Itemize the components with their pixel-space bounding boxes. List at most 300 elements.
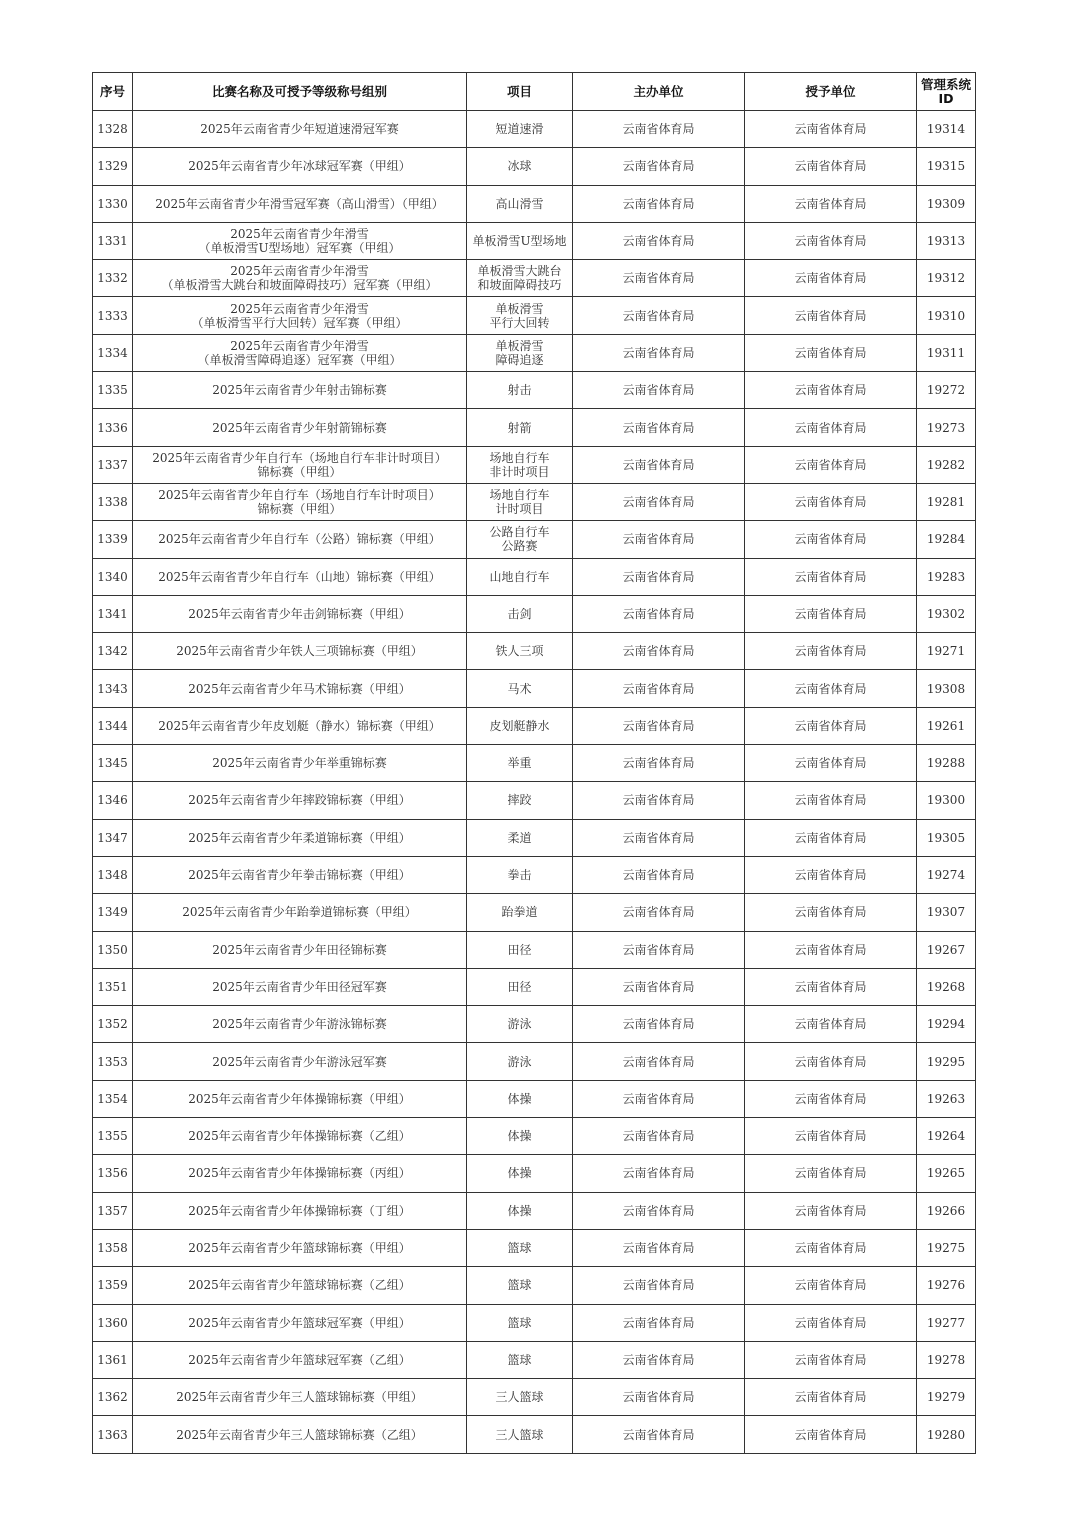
cell-host-unit: 云南省体育局 <box>573 670 745 707</box>
table-row <box>93 1379 976 1416</box>
cell-serial: 1361 <box>93 1341 133 1378</box>
cell-competition-name <box>133 856 467 893</box>
cell-competition-name <box>133 782 467 819</box>
cell-competition-name-line: 2025年云南省青少年体操锦标赛（丙组） <box>188 1166 411 1181</box>
cell-host-unit: 云南省体育局 <box>573 1192 745 1229</box>
cell-event-line: 短道速滑 <box>495 122 544 137</box>
cell-competition-name <box>133 483 467 520</box>
cell-event <box>467 1379 573 1416</box>
cell-competition-name-line: 2025年云南省青少年篮球锦标赛（乙组） <box>188 1278 411 1293</box>
cell-competition-name-line: 2025年云南省青少年体操锦标赛（甲组） <box>188 1091 411 1106</box>
cell-competition-name-line: 2025年云南省青少年跆拳道锦标赛（甲组） <box>182 905 417 920</box>
cell-system-id: 19313 <box>917 222 976 259</box>
cell-event-line: 单板滑雪 <box>495 301 544 316</box>
cell-grantor-unit: 云南省体育局 <box>745 334 917 371</box>
cell-competition-name <box>133 521 467 558</box>
cell-system-id: 19264 <box>917 1118 976 1155</box>
cell-serial: 1341 <box>93 595 133 632</box>
cell-competition-name <box>133 260 467 297</box>
cell-event <box>467 446 573 483</box>
cell-serial: 1357 <box>93 1192 133 1229</box>
cell-serial: 1338 <box>93 483 133 520</box>
cell-event-line: 射箭 <box>507 420 532 435</box>
cell-system-id: 19273 <box>917 409 976 446</box>
cell-serial: 1362 <box>93 1379 133 1416</box>
cell-competition-name <box>133 1416 467 1453</box>
cell-competition-name <box>133 595 467 632</box>
cell-event <box>467 222 573 259</box>
cell-system-id: 19279 <box>917 1379 976 1416</box>
cell-serial: 1330 <box>93 185 133 222</box>
cell-host-unit: 云南省体育局 <box>573 707 745 744</box>
cell-grantor-unit: 云南省体育局 <box>745 1155 917 1192</box>
cell-event <box>467 782 573 819</box>
cell-event <box>467 1341 573 1378</box>
cell-host-unit: 云南省体育局 <box>573 297 745 334</box>
cell-system-id: 19311 <box>917 334 976 371</box>
cell-grantor-unit: 云南省体育局 <box>745 297 917 334</box>
table-row <box>93 856 976 893</box>
cell-event-line: 三人篮球 <box>495 1390 544 1405</box>
cell-event-line: 障碍追逐 <box>495 352 544 367</box>
cell-competition-name-line: 2025年云南省青少年皮划艇（静水）锦标赛（甲组） <box>158 718 441 733</box>
cell-system-id: 19275 <box>917 1229 976 1266</box>
cell-event <box>467 1118 573 1155</box>
cell-event-line: 皮划艇静水 <box>489 718 550 733</box>
cell-serial: 1363 <box>93 1416 133 1453</box>
cell-event <box>467 148 573 185</box>
cell-event-line: 高山滑雪 <box>495 196 544 211</box>
cell-competition-name <box>133 1043 467 1080</box>
cell-host-unit: 云南省体育局 <box>573 446 745 483</box>
cell-event-line: 游泳 <box>507 1054 532 1069</box>
cell-competition-name <box>133 633 467 670</box>
cell-competition-name <box>133 931 467 968</box>
cell-system-id: 19263 <box>917 1080 976 1117</box>
cell-grantor-unit: 云南省体育局 <box>745 148 917 185</box>
cell-event-line: 计时项目 <box>495 502 544 517</box>
cell-event <box>467 483 573 520</box>
cell-competition-name-line: 2025年云南省青少年短道速滑冠军赛 <box>200 122 399 137</box>
cell-competition-name-line: （单板滑雪障碍追逐）冠军赛（甲组） <box>197 352 402 367</box>
cell-competition-name <box>133 446 467 483</box>
cell-competition-name-line: 2025年云南省青少年篮球冠军赛（乙组） <box>188 1352 411 1367</box>
cell-host-unit: 云南省体育局 <box>573 1304 745 1341</box>
cell-competition-name-line: 锦标赛（甲组） <box>257 502 342 517</box>
cell-competition-name-line: 2025年云南省青少年射箭锦标赛 <box>212 420 387 435</box>
cell-event-line: 和坡面障碍技巧 <box>477 278 562 293</box>
table-row <box>93 670 976 707</box>
cell-system-id: 19278 <box>917 1341 976 1378</box>
cell-competition-name <box>133 334 467 371</box>
header-serial: 序号 <box>93 73 133 111</box>
cell-competition-name-line: 2025年云南省青少年体操锦标赛（丁组） <box>188 1203 411 1218</box>
cell-event-line: 三人篮球 <box>495 1427 544 1442</box>
cell-serial: 1339 <box>93 521 133 558</box>
cell-grantor-unit: 云南省体育局 <box>745 1416 917 1453</box>
cell-event <box>467 260 573 297</box>
cell-host-unit: 云南省体育局 <box>573 222 745 259</box>
cell-system-id: 19300 <box>917 782 976 819</box>
cell-competition-name-line: 2025年云南省青少年滑雪 <box>230 338 369 353</box>
table-row <box>93 1192 976 1229</box>
cell-system-id: 19314 <box>917 111 976 148</box>
cell-event-line: 单板滑雪 <box>495 338 544 353</box>
cell-event-line: 单板滑雪U型场地 <box>472 234 567 249</box>
cell-competition-name-line: 2025年云南省青少年三人篮球锦标赛（乙组） <box>176 1427 423 1442</box>
cell-host-unit: 云南省体育局 <box>573 409 745 446</box>
cell-system-id: 19310 <box>917 297 976 334</box>
cell-event <box>467 670 573 707</box>
cell-system-id: 19294 <box>917 1006 976 1043</box>
cell-event-line: 柔道 <box>507 830 532 845</box>
header-system-id-line2: ID <box>938 90 954 106</box>
cell-system-id: 19277 <box>917 1304 976 1341</box>
table-row <box>93 334 976 371</box>
cell-event <box>467 931 573 968</box>
cell-event-line: 体操 <box>507 1091 532 1106</box>
cell-grantor-unit: 云南省体育局 <box>745 260 917 297</box>
cell-competition-name <box>133 1304 467 1341</box>
cell-serial: 1336 <box>93 409 133 446</box>
cell-competition-name <box>133 1341 467 1378</box>
table-row <box>93 111 976 148</box>
cell-competition-name-line: （单板滑雪U型场地）冠军赛（甲组） <box>198 241 401 256</box>
cell-event <box>467 819 573 856</box>
cell-event <box>467 745 573 782</box>
cell-competition-name <box>133 707 467 744</box>
table-row <box>93 968 976 1005</box>
cell-event <box>467 111 573 148</box>
cell-host-unit: 云南省体育局 <box>573 185 745 222</box>
cell-grantor-unit: 云南省体育局 <box>745 1379 917 1416</box>
cell-grantor-unit: 云南省体育局 <box>745 222 917 259</box>
cell-serial: 1328 <box>93 111 133 148</box>
cell-competition-name-line: 2025年云南省青少年三人篮球锦标赛（甲组） <box>176 1390 423 1405</box>
cell-host-unit: 云南省体育局 <box>573 1043 745 1080</box>
cell-host-unit: 云南省体育局 <box>573 819 745 856</box>
table-header-row <box>93 73 976 111</box>
cell-event-line: 跆拳道 <box>501 905 538 920</box>
header-host-unit: 主办单位 <box>573 73 745 111</box>
cell-serial: 1334 <box>93 334 133 371</box>
cell-host-unit: 云南省体育局 <box>573 894 745 931</box>
cell-host-unit: 云南省体育局 <box>573 334 745 371</box>
cell-competition-name-line: （单板滑雪平行大回转）冠军赛（甲组） <box>191 315 408 330</box>
cell-competition-name <box>133 1080 467 1117</box>
table-row <box>93 409 976 446</box>
cell-serial: 1340 <box>93 558 133 595</box>
cell-event <box>467 297 573 334</box>
cell-competition-name-line: 2025年云南省青少年滑雪 <box>230 227 369 242</box>
cell-system-id: 19276 <box>917 1267 976 1304</box>
cell-grantor-unit: 云南省体育局 <box>745 595 917 632</box>
cell-event <box>467 968 573 1005</box>
cell-competition-name <box>133 111 467 148</box>
cell-serial: 1344 <box>93 707 133 744</box>
cell-competition-name <box>133 1118 467 1155</box>
cell-event-line: 田径 <box>507 942 532 957</box>
cell-system-id: 19281 <box>917 483 976 520</box>
cell-competition-name <box>133 1229 467 1266</box>
cell-host-unit: 云南省体育局 <box>573 1341 745 1378</box>
cell-competition-name-line: 2025年云南省青少年田径冠军赛 <box>212 979 387 994</box>
cell-grantor-unit: 云南省体育局 <box>745 633 917 670</box>
cell-grantor-unit: 云南省体育局 <box>745 931 917 968</box>
cell-event <box>467 633 573 670</box>
table-row <box>93 633 976 670</box>
table-row <box>93 782 976 819</box>
cell-host-unit: 云南省体育局 <box>573 1155 745 1192</box>
table-row <box>93 1304 976 1341</box>
cell-event <box>467 1192 573 1229</box>
table-row <box>93 372 976 409</box>
cell-competition-name-line: 2025年云南省青少年体操锦标赛（乙组） <box>188 1129 411 1144</box>
cell-grantor-unit: 云南省体育局 <box>745 483 917 520</box>
table-row <box>93 483 976 520</box>
cell-competition-name <box>133 297 467 334</box>
cell-competition-name <box>133 558 467 595</box>
cell-grantor-unit: 云南省体育局 <box>745 1304 917 1341</box>
cell-system-id: 19280 <box>917 1416 976 1453</box>
header-event: 项目 <box>467 73 573 111</box>
cell-host-unit: 云南省体育局 <box>573 595 745 632</box>
cell-host-unit: 云南省体育局 <box>573 1006 745 1043</box>
cell-competition-name-line: 2025年云南省青少年滑雪 <box>230 301 369 316</box>
cell-grantor-unit: 云南省体育局 <box>745 185 917 222</box>
cell-event-line: 篮球 <box>507 1352 532 1367</box>
cell-grantor-unit: 云南省体育局 <box>745 111 917 148</box>
cell-event-line: 摔跤 <box>507 793 532 808</box>
cell-competition-name-line: 2025年云南省青少年田径锦标赛 <box>212 942 387 957</box>
cell-grantor-unit: 云南省体育局 <box>745 819 917 856</box>
cell-host-unit: 云南省体育局 <box>573 148 745 185</box>
cell-system-id: 19308 <box>917 670 976 707</box>
cell-competition-name <box>133 670 467 707</box>
cell-event-line: 篮球 <box>507 1315 532 1330</box>
cell-grantor-unit: 云南省体育局 <box>745 894 917 931</box>
cell-competition-name <box>133 894 467 931</box>
cell-serial: 1335 <box>93 372 133 409</box>
cell-event <box>467 894 573 931</box>
table-row <box>93 260 976 297</box>
cell-competition-name-line: 2025年云南省青少年举重锦标赛 <box>212 756 387 771</box>
cell-grantor-unit: 云南省体育局 <box>745 707 917 744</box>
cell-competition-name <box>133 1379 467 1416</box>
table-row <box>93 595 976 632</box>
table-row <box>93 931 976 968</box>
table-row <box>93 1006 976 1043</box>
cell-system-id: 19284 <box>917 521 976 558</box>
cell-grantor-unit: 云南省体育局 <box>745 1118 917 1155</box>
cell-competition-name-line: 2025年云南省青少年篮球锦标赛（甲组） <box>188 1241 411 1256</box>
cell-system-id: 19307 <box>917 894 976 931</box>
cell-event-line: 击剑 <box>507 607 532 621</box>
cell-host-unit: 云南省体育局 <box>573 782 745 819</box>
table-row <box>93 1267 976 1304</box>
cell-event-line: 公路赛 <box>501 539 538 554</box>
table-row <box>93 707 976 744</box>
cell-event-line: 游泳 <box>507 1017 532 1032</box>
cell-competition-name <box>133 185 467 222</box>
table-row <box>93 1118 976 1155</box>
cell-competition-name-line: 2025年云南省青少年游泳冠军赛 <box>212 1054 387 1069</box>
cell-host-unit: 云南省体育局 <box>573 111 745 148</box>
cell-competition-name-line: 2025年云南省青少年射击锦标赛 <box>212 383 387 398</box>
cell-serial: 1351 <box>93 968 133 1005</box>
header-grantor-unit: 授予单位 <box>745 73 917 111</box>
cell-serial: 1354 <box>93 1080 133 1117</box>
cell-grantor-unit: 云南省体育局 <box>745 1267 917 1304</box>
cell-host-unit: 云南省体育局 <box>573 1118 745 1155</box>
cell-grantor-unit: 云南省体育局 <box>745 446 917 483</box>
cell-host-unit: 云南省体育局 <box>573 1229 745 1266</box>
cell-grantor-unit: 云南省体育局 <box>745 1043 917 1080</box>
cell-grantor-unit: 云南省体育局 <box>745 409 917 446</box>
cell-competition-name <box>133 148 467 185</box>
cell-serial: 1349 <box>93 894 133 931</box>
cell-grantor-unit: 云南省体育局 <box>745 1192 917 1229</box>
cell-host-unit: 云南省体育局 <box>573 1379 745 1416</box>
cell-grantor-unit: 云南省体育局 <box>745 968 917 1005</box>
table-row <box>93 521 976 558</box>
cell-competition-name-line: 2025年云南省青少年柔道锦标赛（甲组） <box>188 830 411 845</box>
cell-serial: 1358 <box>93 1229 133 1266</box>
cell-competition-name <box>133 968 467 1005</box>
cell-grantor-unit: 云南省体育局 <box>745 372 917 409</box>
cell-system-id: 19315 <box>917 148 976 185</box>
cell-event <box>467 1267 573 1304</box>
cell-event-line: 篮球 <box>507 1278 532 1293</box>
cell-event-line: 举重 <box>507 756 532 771</box>
cell-serial: 1342 <box>93 633 133 670</box>
cell-competition-name <box>133 819 467 856</box>
cell-event-line: 场地自行车 <box>489 488 550 503</box>
cell-event <box>467 595 573 632</box>
cell-system-id: 19288 <box>917 745 976 782</box>
header-competition-name: 比赛名称及可授予等级称号组别 <box>133 73 467 111</box>
cell-competition-name-line: 2025年云南省青少年滑雪 <box>230 264 369 279</box>
cell-grantor-unit: 云南省体育局 <box>745 1006 917 1043</box>
cell-serial: 1359 <box>93 1267 133 1304</box>
cell-event-line: 铁人三项 <box>495 644 544 659</box>
cell-competition-name <box>133 1006 467 1043</box>
cell-competition-name-line: 2025年云南省青少年马术锦标赛（甲组） <box>188 681 411 696</box>
cell-competition-name-line: 2025年云南省青少年篮球冠军赛（甲组） <box>188 1315 411 1330</box>
cell-host-unit: 云南省体育局 <box>573 1080 745 1117</box>
cell-event <box>467 707 573 744</box>
cell-serial: 1343 <box>93 670 133 707</box>
cell-grantor-unit: 云南省体育局 <box>745 1341 917 1378</box>
cell-competition-name-line: 2025年云南省青少年滑雪冠军赛（高山滑雪）（甲组） <box>155 196 444 211</box>
cell-event <box>467 558 573 595</box>
cell-host-unit: 云南省体育局 <box>573 931 745 968</box>
cell-event <box>467 409 573 446</box>
cell-event-line: 场地自行车 <box>489 450 550 465</box>
cell-serial: 1360 <box>93 1304 133 1341</box>
cell-host-unit: 云南省体育局 <box>573 633 745 670</box>
cell-serial: 1353 <box>93 1043 133 1080</box>
cell-event <box>467 1043 573 1080</box>
cell-competition-name-line: 2025年云南省青少年摔跤锦标赛（甲组） <box>188 793 411 808</box>
cell-grantor-unit: 云南省体育局 <box>745 670 917 707</box>
cell-serial: 1329 <box>93 148 133 185</box>
cell-host-unit: 云南省体育局 <box>573 260 745 297</box>
cell-system-id: 19274 <box>917 856 976 893</box>
cell-event <box>467 1229 573 1266</box>
cell-event-line: 公路自行车 <box>489 525 550 540</box>
cell-competition-name <box>133 222 467 259</box>
cell-competition-name-line: 2025年云南省青少年自行车（公路）锦标赛（甲组） <box>158 532 441 547</box>
cell-event <box>467 372 573 409</box>
table-row <box>93 1229 976 1266</box>
cell-event-line: 平行大回转 <box>489 315 550 330</box>
header-system-id <box>917 73 976 111</box>
cell-event-line: 非计时项目 <box>489 464 550 479</box>
cell-serial: 1345 <box>93 745 133 782</box>
table-row <box>93 1416 976 1453</box>
cell-host-unit: 云南省体育局 <box>573 856 745 893</box>
cell-competition-name-line: 2025年云南省青少年自行车（场地自行车非计时项目） <box>152 450 447 465</box>
cell-event-line: 单板滑雪大跳台 <box>477 264 562 279</box>
cell-serial: 1356 <box>93 1155 133 1192</box>
cell-event <box>467 1006 573 1043</box>
cell-system-id: 19265 <box>917 1155 976 1192</box>
cell-serial: 1355 <box>93 1118 133 1155</box>
cell-system-id: 19305 <box>917 819 976 856</box>
cell-system-id: 19267 <box>917 931 976 968</box>
cell-competition-name <box>133 1155 467 1192</box>
table-row <box>93 185 976 222</box>
cell-serial: 1332 <box>93 260 133 297</box>
cell-serial: 1333 <box>93 297 133 334</box>
cell-grantor-unit: 云南省体育局 <box>745 558 917 595</box>
cell-event <box>467 1304 573 1341</box>
cell-system-id: 19261 <box>917 707 976 744</box>
cell-event-line: 射击 <box>507 383 532 398</box>
cell-host-unit: 云南省体育局 <box>573 558 745 595</box>
cell-grantor-unit: 云南省体育局 <box>745 782 917 819</box>
cell-system-id: 19266 <box>917 1192 976 1229</box>
cell-serial: 1348 <box>93 856 133 893</box>
table-row <box>93 1155 976 1192</box>
table-row <box>93 745 976 782</box>
cell-competition-name <box>133 1267 467 1304</box>
cell-event-line: 体操 <box>507 1129 532 1144</box>
cell-event-line: 山地自行车 <box>489 569 550 584</box>
table-row <box>93 819 976 856</box>
cell-system-id: 19272 <box>917 372 976 409</box>
cell-event <box>467 185 573 222</box>
cell-system-id: 19309 <box>917 185 976 222</box>
cell-serial: 1337 <box>93 446 133 483</box>
cell-grantor-unit: 云南省体育局 <box>745 1080 917 1117</box>
cell-competition-name-line: 2025年云南省青少年自行车（山地）锦标赛（甲组） <box>158 569 441 584</box>
cell-competition-name-line: （单板滑雪大跳台和坡面障碍技巧）冠军赛（甲组） <box>161 278 438 293</box>
table-row <box>93 148 976 185</box>
cell-host-unit: 云南省体育局 <box>573 521 745 558</box>
table-row <box>93 446 976 483</box>
cell-system-id: 19268 <box>917 968 976 1005</box>
cell-system-id: 19302 <box>917 595 976 632</box>
cell-event-line: 田径 <box>507 979 532 994</box>
table-row <box>93 894 976 931</box>
cell-system-id: 19295 <box>917 1043 976 1080</box>
cell-event <box>467 1080 573 1117</box>
cell-event-line: 马术 <box>507 681 532 696</box>
cell-event <box>467 1155 573 1192</box>
cell-event <box>467 334 573 371</box>
